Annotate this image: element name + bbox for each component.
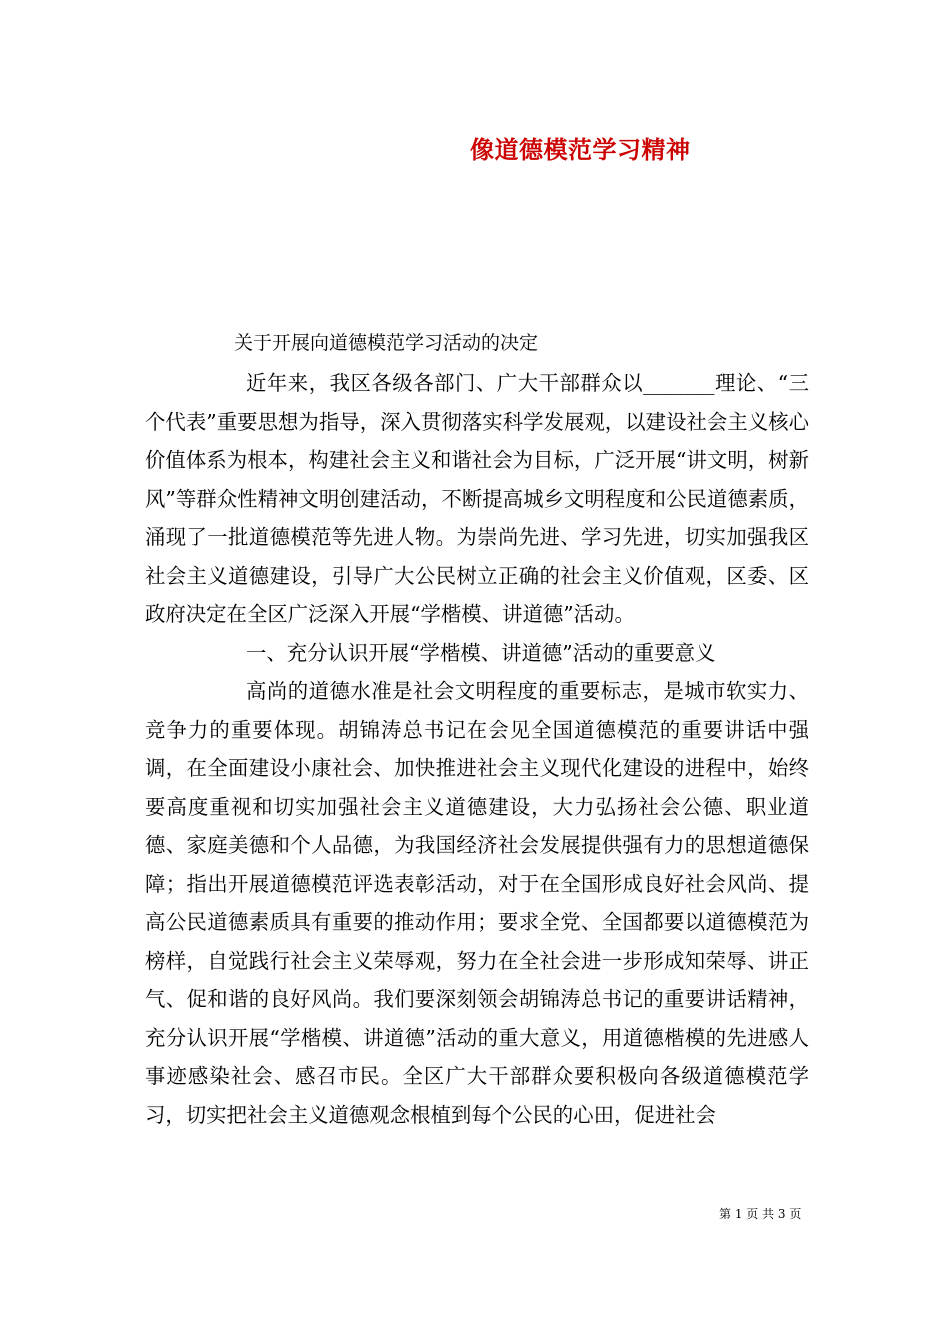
document-subtitle: 关于开展向道德模范学习活动的决定 xyxy=(234,332,539,354)
document-body xyxy=(145,364,809,1134)
section-heading-1: 一、充分认识开展“学楷模、讲道德”活动的重要意义 xyxy=(246,640,716,665)
document-title: 像道德模范学习精神 xyxy=(470,135,691,164)
paragraph-significance: 高尚的道德水准是社会文明程度的重要标志，是城市软实力、竞争力的重要体现。胡锦涛总书记在会见全国道德模范的重要讲话中强调，在全面建设小康社会、加快推进社会主义现代化建设的进程中，始终要高度重视和切实加强社会主义道德建设，大力弘扬社会公德、职业道德、家庭美德和个人品德，为我国经济社会发展提供强有力的思想道德保障；指出开展道德模范评选表彰活动，对于在全国形成良好社会风尚、提高公民道德素质具有重要的推动作用；要求全党、全国都要以道德模范为榜样，自觉践行社会主义荣辱观，努力在全社会进一步形成知荣辱、讲正气、促和谐的良好风尚。我们要深刻领会胡锦涛总书记的重要讲话精神，充分认识开展“学楷模、讲道德”活动的重大意义，用道德楷模的先进感人事迹感染社会、感召市民。全区广大干部群众要积极向各级道德模范学习，切实把社会主义道德观念根植到每个公民的心田，促进社会 xyxy=(145,679,809,1127)
page-number-footer: 第 1 页 共 3 页 xyxy=(719,1207,802,1221)
paragraph-intro: 近年来，我区各级各部门、广大干部群众以_______理论、“三个代表”重要思想为指导，深入贯彻落实科学发展观，以建设社会主义核心价值体系为根本，构建社会主义和谐社会为目标，广泛开展“讲文明，树新风”等群众性精神文明创建活动，不断提高城乡文明程度和公民道德素质，涌现了一批道德模范等先进人物。为崇尚先进、学习先进，切实加强我区社会主义道德建设，引导广大公民树立正确的社会主义价值观，区委、区政府决定在全区广泛深入开展“学楷模、讲道德”活动。 xyxy=(145,371,809,626)
